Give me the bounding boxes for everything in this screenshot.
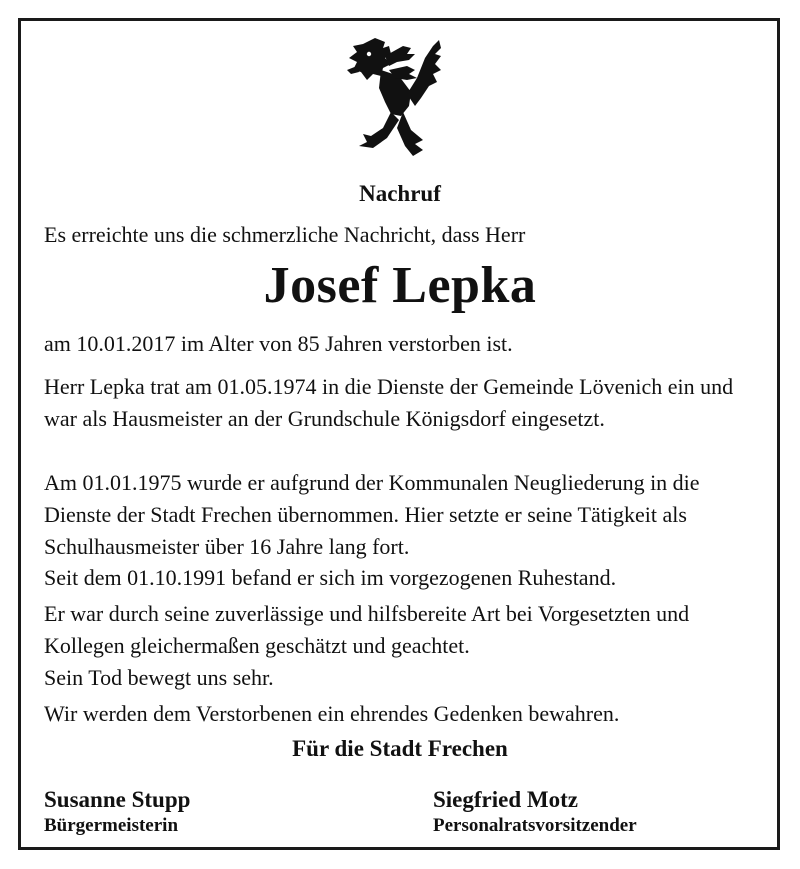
signatory-name: Susanne Stupp [44,787,191,812]
signature-block [433,786,637,838]
intro-text: Es erreichte uns die schmerzliche Nachricht, dass Herr [44,222,526,247]
notice-title: Nachruf [359,181,441,206]
character-paragraph: Er war durch seine zuverlässige und hilfsbereite Art bei Vorgesetzten und Kollegen gleichermaßen geschätzt und geachtet. [44,601,690,658]
signatory-name: Siegfried Motz [433,787,578,812]
remembrance-paragraph: Wir werden dem Verstorbenen ein ehrendes Gedenken bewahren. [44,701,620,726]
career-paragraph: Herr Lepka trat am 01.05.1974 in die Dienste der Gemeinde Lövenich ein und war als Hausmeister an der Grundschule Königsdorf eingesetzt. [44,374,734,431]
deceased-name: Josef Lepka [263,257,537,314]
signatory-role: Personalratsvorsitzender [433,815,637,836]
death-date-text: am 10.01.2017 im Alter von 85 Jahren verstorben ist. [44,331,513,356]
signatory-role: Bürgermeisterin [44,815,179,836]
closing-line: Für die Stadt Frechen [292,736,508,761]
transfer-paragraph: Am 01.01.1975 wurde er aufgrund der Kommunalen Neugliederung in die Dienste der Stadt Frechen übernommen. Hier setzte er seine Tätigkeit als Schulhausmeister über 16 Jahre lang fort. [44,470,700,559]
lion-rampant-icon [345,36,455,160]
signature-block [44,786,190,838]
grief-paragraph: Sein Tod bewegt uns sehr. [44,665,274,690]
retirement-paragraph: Seit dem 01.10.1991 befand er sich im vorgezogenen Ruhestand. [44,565,617,590]
